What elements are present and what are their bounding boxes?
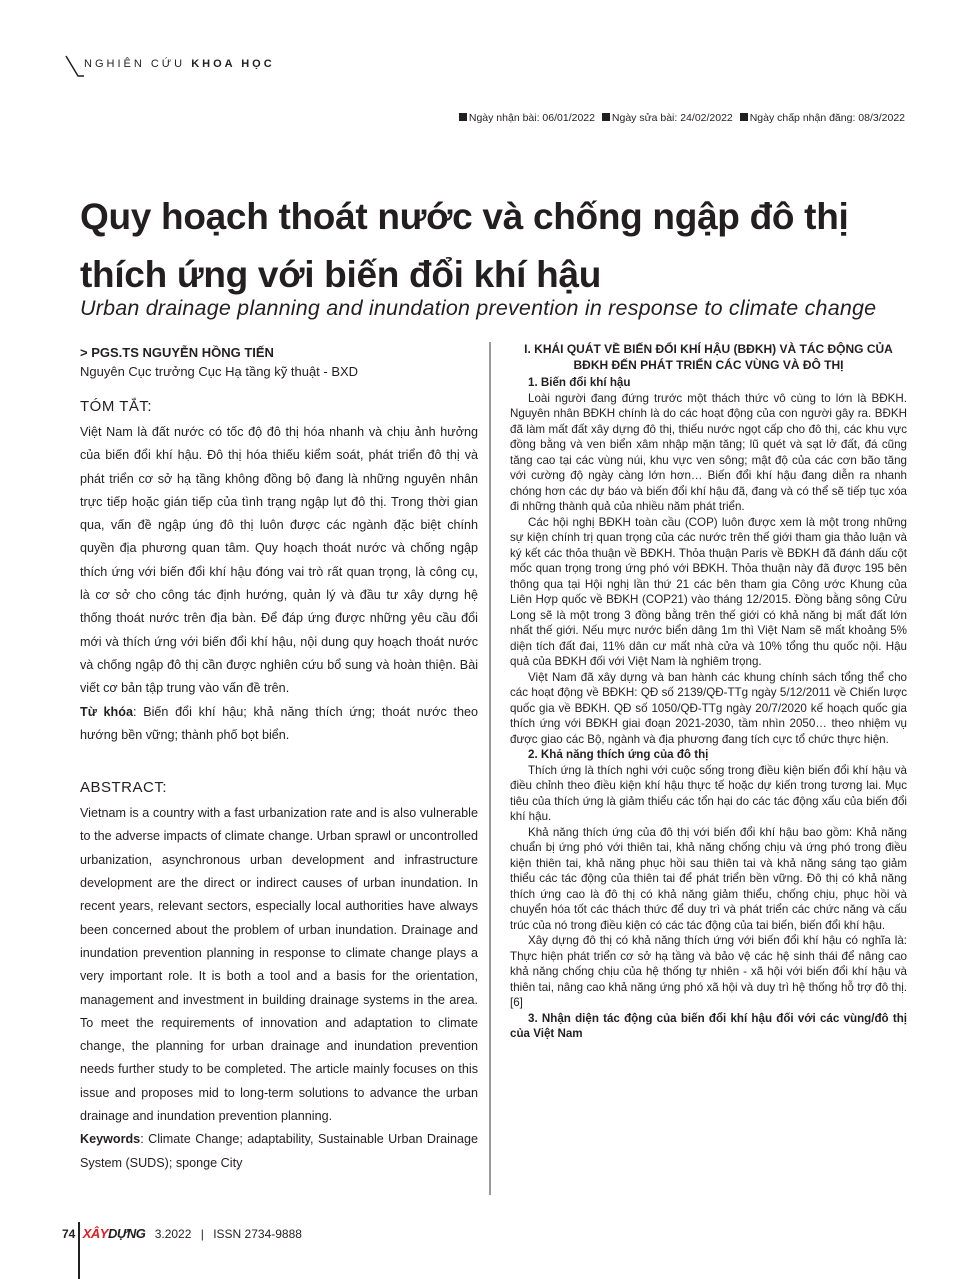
bullet-square-icon [602, 113, 610, 121]
date-accepted: Ngày chấp nhận đăng: 08/3/2022 [749, 112, 905, 124]
title-line-2: thích ứng với biến đổi khí hậu [80, 254, 601, 295]
section-1-heading: I. KHÁI QUÁT VỀ BIẾN ĐỔI KHÍ HẬU (BĐKH) VÀ TÁC ĐỘNG CỦA BĐKH ĐẾN PHÁT TRIỂN CÁC VÙNG VÀ ĐÔ THỊ [524, 342, 893, 372]
right-column [510, 342, 907, 1042]
logo-part-2: DỰNG [107, 1226, 146, 1241]
section-header [64, 52, 275, 82]
footer-separator: | [200, 1227, 204, 1241]
issn: ISSN 2734-9888 [213, 1227, 302, 1241]
page-footer [62, 1226, 302, 1241]
summary-keywords-label: Từ khóa [80, 704, 133, 719]
article-subtitle: Urban drainage planning and inundation prevention in response to climate change [80, 296, 877, 320]
left-column [80, 398, 478, 1175]
journal-logo [83, 1226, 146, 1241]
header-slash-icon [64, 52, 84, 80]
summary-body: Việt Nam là đất nước có tốc độ đô thị hóa nhanh và chịu ảnh hưởng của biến đổi khí hậu. Đô thị hóa thiếu kiểm soát, phát triển đô thị và phát triển cơ sở hạ tầng không đồng bộ đang là những nguyên nhân trực tiếp hoặc gián tiếp của tình trạng ngập lụt đô thị. Trong thời gian qua, vấn đề ngập úng đô thị luôn được các ngành đặc biệt chính quyền địa phương quan tâm. Quy hoạch thoát nước và chống ngập thích ứng với biến đổi khí hậu đóng vai trò rất quan trọng, là công cụ, là cơ sở cho công tác định hướng, quản lý và đầu tư xây dựng hệ thống thoát nước trên địa bàn. Để đáp ứng được những yêu cầu đổi mới và thích ứng với biến đổi khí hậu, nội dung quy hoạch thoát nước và chống ngập đô thị cần được nghiên cứu bổ sung và hoàn thiện. Bài viết cơ bản tập trung vào vấn đề trên. [80, 425, 478, 696]
abstract-body: Vietnam is a country with a fast urbanization rate and is also vulnerable to the adverse impacts of climate change. Urban sprawl or uncontrolled urbanization, asynchronous urban development and infrastructure development are the direct or indirect causes of urban inundation. In recent years, relevant sectors, especially local authorities have always been concerned about the problem of urban inundation. Drainage and inundation prevention planning in response to climate change plays a very important role. It is both a tool and a basis for the orientation, management and investment in building drainage systems in the area. To meet the requirements of innovation and adaptation to climate change, the planning for urban drainage and inundation prevention needs further study to be completed. The article mainly focuses on this issue and proposes mid to long-term solutions to advance the urban drainage and inundation prevention planning. [80, 806, 478, 1124]
summary-keywords-text: : Biến đổi khí hậu; khả năng thích ứng; thoát nước theo hướng bền vững; thành phố bọt biển. [80, 704, 478, 742]
author-name: > PGS.TS NGUYỄN HỒNG TIẾN [80, 345, 274, 360]
subsection-2-heading: 2. Khả năng thích ứng của đô thị [528, 748, 709, 761]
paragraph-4: Thích ứng là thích nghi với cuộc sống trong điều kiện biến đổi khí hậu và điều chỉnh theo điều kiện khí hậu thực tế hoặc dự kiến trong tương lai. Mục tiêu của thích ứng là giảm thiểu các tổn hại do các tác động xấu của biến đổi khí hậu. [510, 763, 907, 823]
summary-keywords [80, 701, 478, 748]
subsection-1-heading: 1. Biến đổi khí hậu [528, 376, 631, 389]
section-label [84, 58, 275, 70]
date-revised: Ngày sửa bài: 24/02/2022 [611, 112, 733, 124]
abstract-keywords [80, 1128, 478, 1175]
summary-heading: TÓM TẮT: [80, 398, 153, 415]
author-affiliation: Nguyên Cục trưởng Cục Hạ tầng kỹ thuật - BXD [80, 364, 359, 379]
page-number: 74 [62, 1227, 76, 1241]
paragraph-5: Khả năng thích ứng của đô thị với biến đổi khí hậu bao gồm: Khả năng chuẩn bị ứng phó với thiên tai, khả năng chống chịu và ứng phó trong điều kiện thiên tai, khả năng phục hồi sau thiên tai và khả năng sáng tạo giảm thiểu các tác động của thiên tai để phát triển bền vững. Đô thị có khả năng thích ứng cao là đô thị có khả năng giảm thiểu, chống chịu, phục hồi và chuyển hóa tốt các thách thức để duy trì và phát triển các chức năng và cấu trúc của nó trong điều kiện có các tác động của tai biến, biến đổi khí hậu. [510, 825, 907, 932]
paragraph-1: Loài người đang đứng trước một thách thức vô cùng to lớn là BĐKH. Nguyên nhân BĐKH chính là do các hoạt động của con người gây ra. BĐKH đã làm mất đất xây dựng đô thị, thiếu nước ngọt cấp cho đô thị, các khu vực đồng bằng và ven biển xâm nhập mặn tăng; lũ quét và sạt lở đất, đá cũng tăng cao tại các vùng núi, khu vực ven sông; mật độ của các cơn bão tăng với cường độ ngày càng lớn hơn… Biến đổi khí hậu đang diễn ra nhanh chóng hơn các dự báo và biến đổi khí hậu đã, đang và có thể sẽ tiếp tục xóa đi những thành quả của nhiều năm phát triển. [510, 391, 907, 513]
column-divider [489, 342, 491, 1195]
subsection-3-heading: 3. Nhận diện tác động của biến đổi khí hậu đối với các vùng/đô thị của Việt Nam [510, 1011, 907, 1040]
abstract-heading: ABSTRACT: [80, 779, 168, 797]
paragraph-2: Các hội nghị BĐKH toàn cầu (COP) luôn được xem là một trong những sự kiện chính trị quan trọng của các nước trên thế giới tham gia thảo luận và ký kết các thỏa thuận về BĐKH. Thỏa thuận Paris về BĐKH đã đánh dấu cột mốc quan trọng trong ứng phó với BĐKH. Thỏa thuận này đã được 195 bên thông qua tại Hội nghị lần thứ 21 các bên tham gia Công ước Khung của Liên Hợp quốc về BĐKH (COP21) vào tháng 12/2015. Đồng bằng sông Cửu Long sẽ là một trong 3 đồng bằng trên thế giới có khả năng bị mất đất lớn nhất thế giới. Nếu mực nước biển dâng 1m thì Việt Nam sẽ mất khoảng 5% diện tích đất đai, 11% dân cư mất nhà cửa và 10% tổng thu quốc nội. Hậu quả của BĐKH đối với Việt Nam là nghiêm trọng. [510, 515, 907, 668]
paragraph-6: Xây dựng đô thị có khả năng thích ứng với biến đổi khí hậu có nghĩa là: Thực hiện phát triển cơ sở hạ tầng và bảo vệ các hệ sinh thái để nâng cao khả năng chống chịu của hệ thống tự nhiên - xã hội với biến đổi khí hậu và thiên tai, nâng cao khả năng ứng phó xã hội và duy trì hệ thống hỗ trợ đô thị.[6] [510, 934, 907, 1009]
issue-number: 3.2022 [154, 1227, 192, 1241]
abstract-keywords-text: : Climate Change; adaptability, Sustainable Urban Drainage System (SUDS); sponge City [80, 1132, 478, 1170]
logo-part-1: XÂY [82, 1226, 108, 1241]
abstract-keywords-label: Keywords [80, 1132, 141, 1147]
title-line-1: Quy hoạch thoát nước và chống ngập đô thị [80, 196, 849, 237]
date-received: Ngày nhận bài: 06/01/2022 [468, 112, 595, 124]
bullet-square-icon [740, 113, 748, 121]
article-dates [455, 112, 905, 124]
bullet-square-icon [459, 113, 467, 121]
article-title [80, 188, 900, 304]
abstract-block [80, 779, 478, 1175]
section-bold: KHOA HỌC [191, 58, 275, 70]
paragraph-3: Việt Nam đã xây dựng và ban hành các khung chính sách tổng thể cho các hoạt động về BĐKH: QĐ số 2139/QĐ-TTg ngày 5/12/2011 về Chiến lược quốc gia về BĐKH. QĐ số 1050/QĐ-TTg ngày 20/7/2020 kế hoạch quốc gia thích ứng với BĐKH giai đoạn 2021-2030, tầm nhìn 2050… theo nhiệm vụ được giao các Bộ, ngành và địa phương đang tích cực tổ chức thực hiện. [510, 670, 907, 746]
section-prefix: NGHIÊN CỨU [84, 58, 192, 70]
